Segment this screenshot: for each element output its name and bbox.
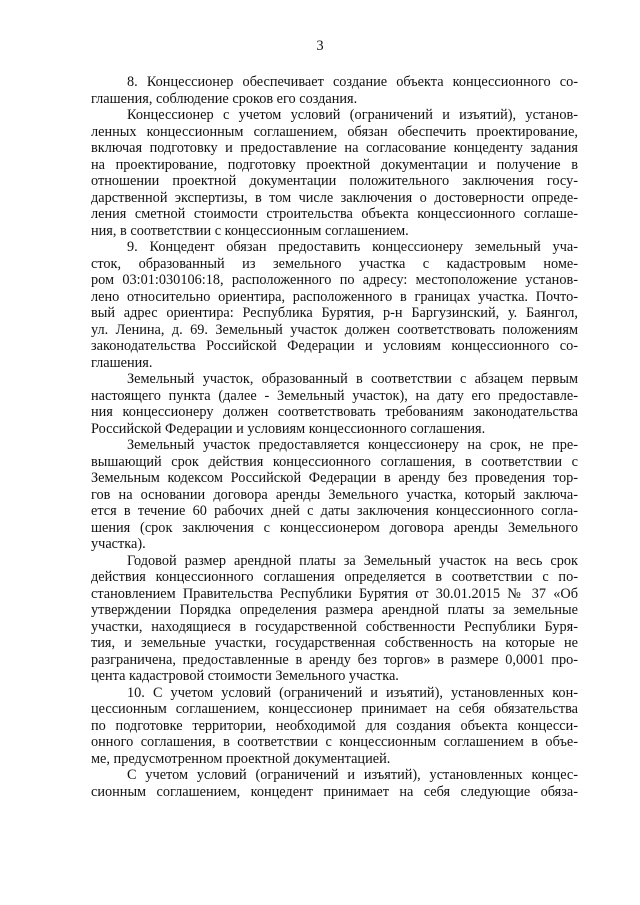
text-line: участки, находящиеся в государственной собственности Республики Буря-	[91, 618, 578, 635]
text-line: глашения, соблюдение сроков его создания.	[91, 90, 358, 107]
paragraph-annual-rent	[91, 553, 578, 685]
text-line: Концессионер с учетом условий (ограничений и изъятий), установ-	[127, 107, 578, 123]
page-number: 3	[316, 38, 324, 54]
text-line: С учетом условий (ограничений и изъятий), установленных концес-	[127, 767, 578, 783]
text-line: 8. Концессионер обеспечивает создание объекта концессионного со-	[127, 74, 578, 90]
text-line: Годовой размер арендной платы за Земельный участок на весь срок	[127, 552, 578, 569]
text-line: шения (срок заключения с концессионером договора аренды Земельного	[91, 519, 578, 536]
text-line: ме, предусмотренном проектной документацией.	[91, 750, 391, 767]
text-line: цента кадастровой стоимости Земельного участка.	[91, 668, 399, 684]
paragraph-concessionaire-design	[91, 107, 578, 239]
document-body	[91, 74, 578, 800]
text-line: настоящего пункта (далее - Земельный участок), на дату его предоставле-	[91, 387, 578, 404]
text-line: глашения.	[91, 354, 153, 371]
text-line: действия концессионного соглашения определяется в соответствии с по-	[91, 569, 578, 585]
text-line: дарственной экспертизы, в том числе заключения о достоверности опреде-	[91, 189, 578, 206]
paragraph-item-8	[91, 74, 578, 107]
text-line: 9. Концедент обязан предоставить концессионеру земельный уча-	[127, 239, 578, 255]
text-line: ния, в соответствии с концессионным соглашением.	[91, 222, 409, 239]
text-line: становлением Правительства Республики Бурятия от 30.01.2015 № 37 «Об	[91, 585, 578, 602]
text-line: 10. С учетом условий (ограничений и изъятий), установленных кон-	[127, 684, 578, 701]
text-line: ром 03:01:030106:18, расположенного по адресу: местоположение установ-	[91, 272, 578, 288]
text-line: по подготовке территории, необходимой для создания объекта концесси-	[91, 717, 578, 734]
text-line: законодательства Российской Федерации и условиям концессионного со-	[91, 338, 578, 354]
paragraph-land-plot-definition	[91, 371, 578, 437]
text-line: онного соглашения, в соответствии с концессионным соглашением в объе-	[91, 734, 578, 750]
paragraph-land-plot-term	[91, 437, 578, 553]
paragraph-item-9	[91, 239, 578, 371]
text-line: включая подготовку и предоставление на согласование концеденту задания	[91, 140, 578, 156]
text-line: Земельный участок, образованный в соответствии с абзацем первым	[127, 371, 578, 387]
text-line: ления сметной стоимости строительства объекта концессионного соглаше-	[91, 206, 578, 222]
text-line: ния концессионеру должен соответствовать требованиям законодательства	[91, 404, 578, 420]
text-line: сионным соглашением, концедент принимает на себя следующие обяза-	[91, 783, 578, 800]
text-line: тия, и земельные участки, государственная собственность на которые не	[91, 635, 578, 651]
text-line: Земельным кодексом Российской Федерации в аренду без проведения тор-	[91, 470, 578, 486]
text-line: утверждении Порядка определения размера арендной платы за земельные	[91, 602, 578, 618]
text-line: отношении проектной документации положительного заключения госу-	[91, 173, 578, 189]
text-line: цессионным соглашением, концессионер принимает на себя обязательства	[91, 701, 578, 717]
text-line: Российской Федерации и условиям концессионного соглашения.	[91, 420, 486, 437]
text-line: гов на основании договора аренды Земельного участка, который заключа-	[91, 486, 578, 503]
text-line: вый адрес ориентира: Республика Бурятия, р-н Баргузинский, у. Баянгол,	[91, 305, 578, 321]
text-line: разграничена, предоставленные в аренду без торгов» в размере 0,0001 про-	[91, 651, 578, 668]
text-line: на проектирование, подготовку проектной документации и получение в	[91, 156, 578, 173]
text-line: вышающий срок действия концессионного соглашения, в соответствии с	[91, 453, 578, 470]
text-line: сток, образованный из земельного участка с кадастровым номе-	[91, 255, 578, 272]
text-line: ется в течение 60 рабочих дней с даты заключения концессионного согла-	[91, 503, 578, 519]
text-line: участка).	[91, 536, 146, 552]
text-line: Земельный участок предоставляется концессионеру на срок, не пре-	[127, 437, 578, 453]
text-line: ул. Ленина, д. 69. Земельный участок должен соответствовать положениям	[91, 321, 578, 338]
paragraph-grantor-obligations	[91, 767, 578, 800]
paragraph-item-10	[91, 685, 578, 768]
text-line: лено относительно ориентира, расположенного в границах участка. Почто-	[91, 288, 578, 305]
text-line: ленных концессионным соглашением, обязан обеспечить проектирование,	[91, 123, 578, 140]
